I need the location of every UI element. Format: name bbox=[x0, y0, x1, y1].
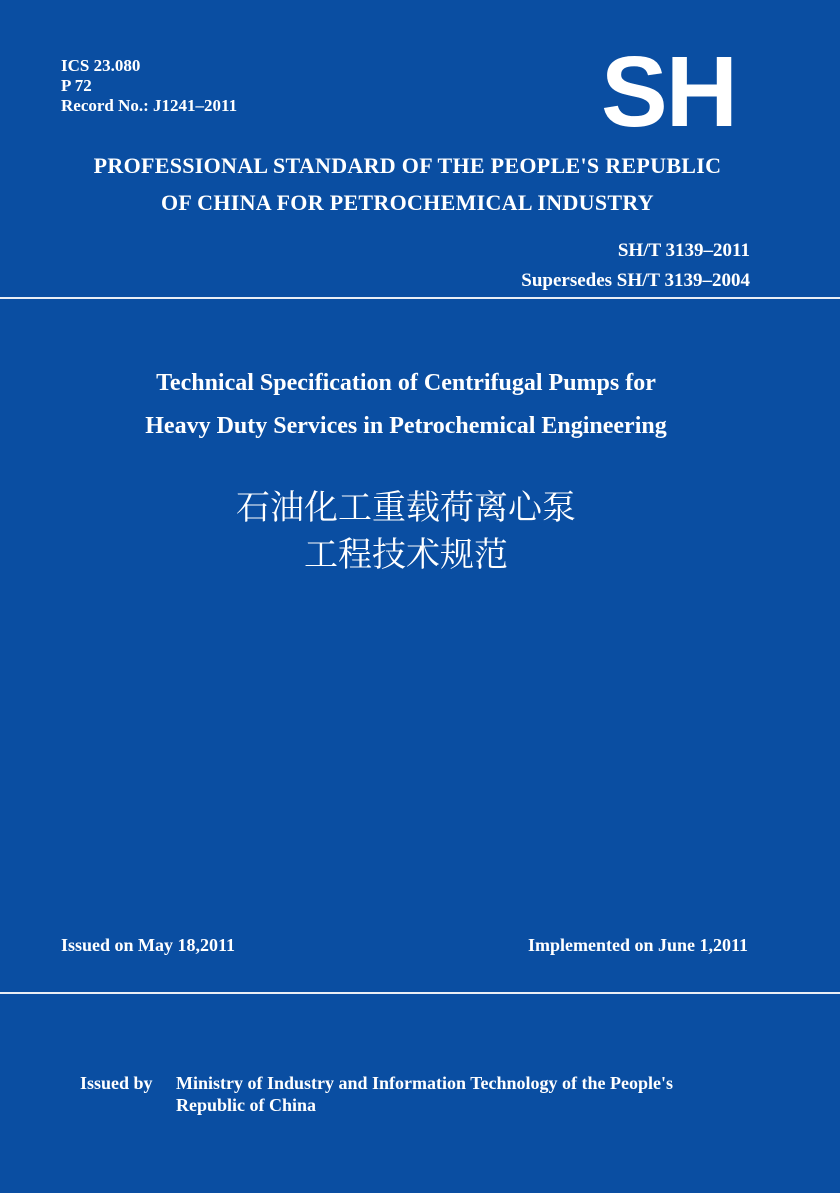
bottom-divider bbox=[0, 992, 840, 994]
organization-line-2: OF CHINA FOR PETROCHEMICAL INDUSTRY bbox=[161, 190, 654, 215]
organization-line-1: PROFESSIONAL STANDARD OF THE PEOPLE'S REPUBLIC bbox=[93, 153, 722, 178]
cover-metadata bbox=[61, 56, 237, 116]
sh-logo: SH bbox=[601, 36, 736, 148]
issuer-line-2: Republic of China bbox=[176, 1095, 317, 1115]
implemented-date: Implemented on June 1,2011 bbox=[527, 935, 748, 955]
issuer-name bbox=[176, 1072, 756, 1116]
record-number: Record No.: J1241–2011 bbox=[61, 96, 238, 115]
chinese-title-line-2: 工程技术规范 bbox=[304, 535, 508, 575]
issued-date: Issued on May 18,2011 bbox=[61, 935, 236, 955]
classification-code: P 72 bbox=[61, 76, 92, 95]
english-title-line-1: Technical Specification of Centrifugal Pumps for bbox=[156, 370, 656, 396]
ics-code: ICS 23.080 bbox=[61, 56, 141, 75]
issuer-label: Issued by bbox=[80, 1073, 153, 1093]
supersedes-note: Supersedes SH/T 3139–2004 bbox=[521, 270, 750, 291]
chinese-title-line-1: 石油化工重载荷离心泵 bbox=[236, 488, 576, 528]
standard-number: SH/T 3139–2011 bbox=[617, 240, 750, 261]
english-title-line-2: Heavy Duty Services in Petrochemical Engineering bbox=[145, 413, 667, 439]
issuer-line-1: Ministry of Industry and Information Technology of the People's bbox=[176, 1073, 674, 1093]
top-divider bbox=[0, 297, 840, 299]
